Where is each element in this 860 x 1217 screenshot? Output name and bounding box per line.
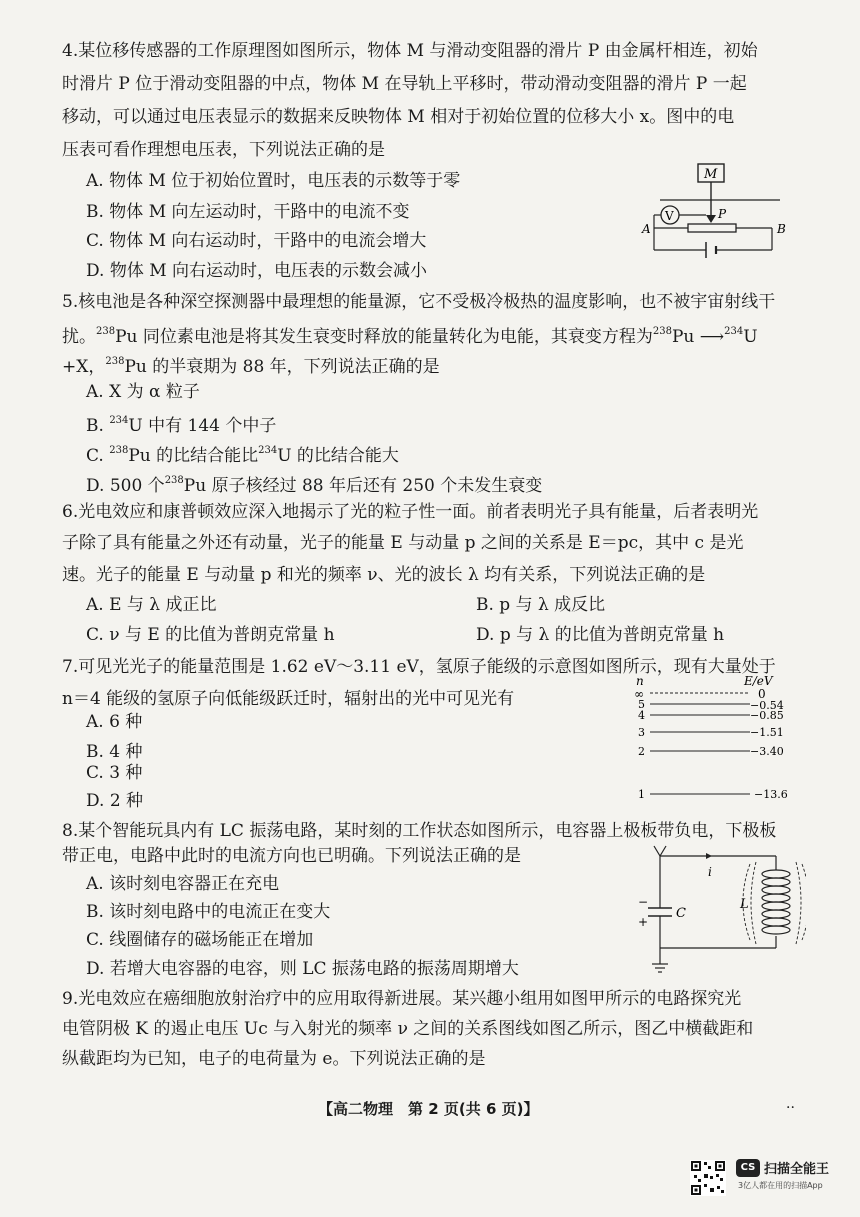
q9-stem-1: 9.光电效应在癌细胞放射治疗中的应用取得新进展。某兴趣小组用如图甲所示的电路探究光: [62, 989, 742, 1009]
q4-fig-v: V: [665, 209, 674, 223]
q6-option-b: B. p 与 λ 成反比: [476, 595, 606, 615]
q7-stem-2: n＝4 能级的氢原子向低能级跃迁时，辐射出的光中可见光有: [62, 689, 515, 709]
q4-option-b: B. 物体 M 向左运动时，干路中的电流不变: [86, 202, 410, 222]
q7-level-3-n: 3: [638, 726, 645, 739]
q7-level-3-e: −1.51: [750, 726, 784, 739]
scanner-logo-icon: CS: [736, 1159, 760, 1177]
q7-fig-n-label: n: [636, 674, 644, 688]
q7-option-a: A. 6 种: [86, 712, 143, 732]
q8-fig-minus: −: [638, 895, 649, 909]
q8-option-d: D. 若增大电容器的电容，则 LC 振荡电路的振荡周期增大: [86, 959, 519, 979]
q7-level-5-n: 5: [638, 698, 645, 711]
q4-option-d: D. 物体 M 向右运动时，电压表的示数会减小: [86, 261, 428, 281]
q8-fig-plus: +: [638, 915, 649, 929]
page-footer: 【高二物理 第 2 页(共 6 页)】: [318, 1100, 539, 1118]
q7-level-inf-n: ∞: [634, 687, 644, 701]
q7-level-2-n: 2: [638, 745, 645, 758]
q6-stem-3: 速。光子的能量 E 与动量 p 和光的频率 ν、光的波长 λ 均有关系，下列说法正确的是: [62, 565, 706, 585]
q6-option-c: C. ν 与 E 的比值为普朗克常量 h: [86, 625, 335, 645]
q8-option-c: C. 线圈储存的磁场能正在增加: [86, 930, 314, 950]
q5-stem-3: +X，$^{238}$Pu 的半衰期为 88 年，下列说法正确的是: [62, 356, 440, 377]
q5-option-d: D. 500 个$^{238}$Pu 原子核经过 88 年后还有 250 个未发生衰变: [86, 475, 543, 496]
q5-stem-1: 5.核电池是各种深空探测器中最理想的能量源，它不受极冷极热的温度影响，也不被宇宙射线干: [62, 292, 776, 312]
q6-stem-2: 子除了具有能量之外还有动量，光子的能量 E 与动量 p 之间的关系是 E＝pc，其中 c 是光: [62, 533, 744, 553]
scanner-tagline: 3亿人都在用的扫描App: [738, 1181, 823, 1190]
q7-level-4-e: −0.85: [750, 709, 784, 722]
qr-code-icon: [690, 1160, 726, 1196]
q4-stem-4: 压表可看作理想电压表，下列说法正确的是: [62, 140, 385, 160]
q8-option-a: A. 该时刻电容器正在充电: [86, 874, 280, 894]
q7-option-b: B. 4 种: [86, 742, 143, 762]
q7-stem-1: 7.可见光光子的能量范围是 1.62 eV～3.11 eV，氢原子能级的示意图如图所示，现有大量处于: [62, 657, 776, 677]
q6-option-d: D. p 与 λ 的比值为普朗克常量 h: [476, 625, 725, 645]
q7-level-1-n: 1: [638, 788, 645, 801]
scanner-brand: [736, 1158, 829, 1177]
q7-level-4-n: 4: [638, 709, 645, 722]
q5-stem-2: 扰。$^{238}$Pu 同位素电池是将其发生衰变时释放的能量转化为电能，其衰变方程为$^{238}$Pu ⟶$^{234}$U: [62, 326, 758, 347]
q4-fig-m: M: [704, 167, 718, 182]
q8-lc-circuit-figure: [636, 840, 806, 978]
q8-stem-2: 带正电，电路中此时的电流方向也已明确。下列说法正确的是: [62, 846, 521, 866]
footer-dash: ··: [786, 1100, 795, 1116]
q4-sensor-circuit-figure: [640, 160, 790, 260]
q7-energy-level-diagram: [628, 673, 798, 803]
q8-option-b: B. 该时刻电路中的电流正在变大: [86, 902, 331, 922]
q7-option-d: D. 2 种: [86, 791, 144, 811]
q4-fig-p: P: [718, 207, 727, 221]
q9-stem-3: 纵截距均为已知，电子的电荷量为 e。下列说法正确的是: [62, 1049, 486, 1069]
q8-stem-1: 8.某个智能玩具内有 LC 振荡电路，某时刻的工作状态如图所示，电容器上极板带负电，下极板: [62, 821, 777, 841]
q8-fig-c: C: [676, 906, 686, 921]
q7-level-inf-e: 0: [758, 687, 766, 701]
q5-option-a: A. X 为 α 粒子: [86, 382, 200, 402]
q7-option-c: C. 3 种: [86, 763, 143, 783]
q4-option-c: C. 物体 M 向右运动时，干路中的电流会增大: [86, 231, 427, 251]
q5-option-b: B. $^{234}$U 中有 144 个中子: [86, 415, 277, 436]
q4-stem-3: 移动，可以通过电压表显示的数据来反映物体 M 相对于初始位置的位移大小 x。图中的电: [62, 107, 735, 127]
q6-option-a: A. E 与 λ 成正比: [86, 595, 217, 615]
q7-fig-e-label: E/eV: [744, 674, 773, 688]
q4-fig-a: A: [642, 222, 651, 236]
q4-stem-1: 4.某位移传感器的工作原理图如图所示，物体 M 与滑动变阻器的滑片 P 由金属杆相连，初始: [62, 41, 758, 61]
q9-stem-2: 电管阴极 K 的遏止电压 Uc 与入射光的频率 ν 之间的关系图线如图乙所示，图乙中横截距和: [62, 1019, 754, 1039]
scanner-brand-name: 扫描全能王: [764, 1162, 830, 1177]
q5-option-c: C. $^{238}$Pu 的比结合能比$^{234}$U 的比结合能大: [86, 445, 399, 466]
q7-level-5-e: −0.54: [750, 699, 784, 712]
q8-fig-l: L: [740, 897, 749, 912]
q4-option-a: A. 物体 M 位于初始位置时，电压表的示数等于零: [86, 171, 461, 191]
q4-fig-b: B: [777, 222, 786, 236]
q7-level-1-e: −13.6: [754, 788, 788, 801]
q7-level-2-e: −3.40: [750, 745, 784, 758]
q6-stem-1: 6.光电效应和康普顿效应深入地揭示了光的粒子性一面。前者表明光子具有能量，后者表明光: [62, 502, 759, 522]
q8-fig-i: i: [708, 865, 712, 879]
q4-stem-2: 时滑片 P 位于滑动变阻器的中点，物体 M 在导轨上平移时，带动滑动变阻器的滑片 P 一起: [62, 74, 747, 94]
